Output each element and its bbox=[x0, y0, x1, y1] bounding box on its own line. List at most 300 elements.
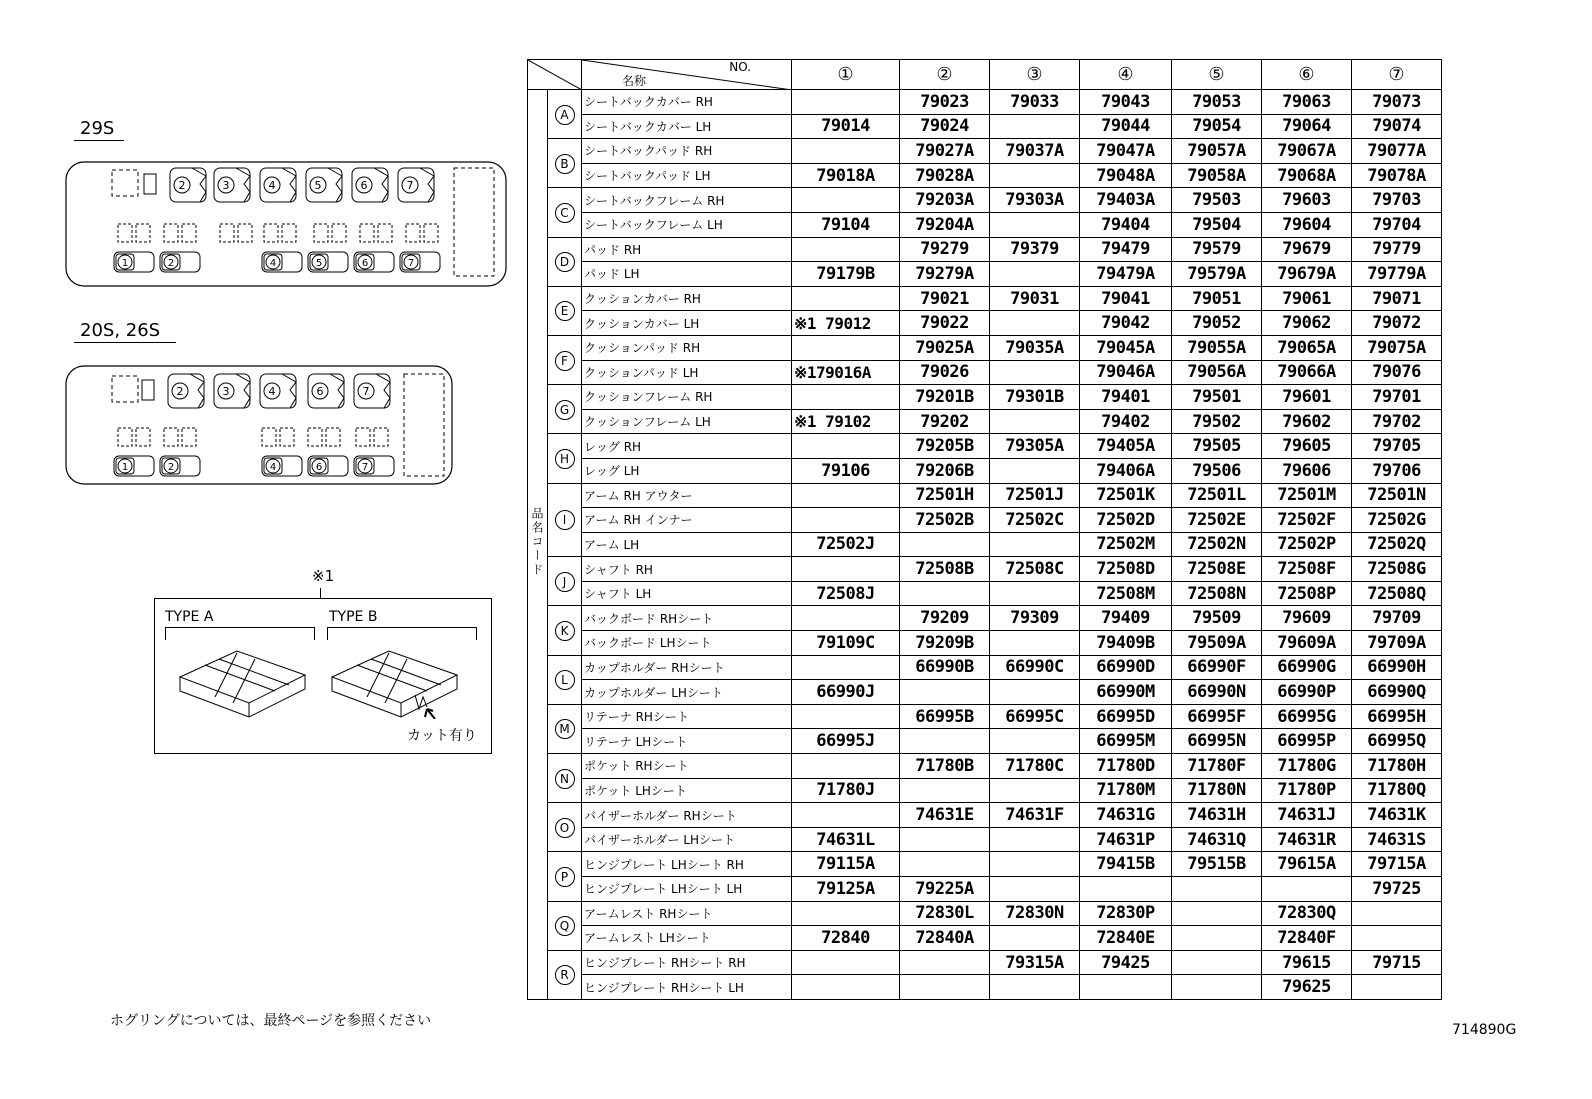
table-row bbox=[528, 385, 1442, 410]
table-row bbox=[528, 114, 1442, 139]
part-code-col-2 bbox=[900, 975, 990, 1000]
part-code-col-5: 72508E bbox=[1172, 557, 1262, 582]
part-code-col-1: 79109C bbox=[792, 631, 900, 656]
part-code-col-3 bbox=[990, 311, 1080, 336]
part-code-col-1 bbox=[792, 139, 900, 164]
part-code-col-1 bbox=[792, 385, 900, 410]
part-code-col-6: 79604 bbox=[1262, 212, 1352, 237]
part-code-col-4: 79044 bbox=[1080, 114, 1172, 139]
part-name: パッド LH bbox=[582, 262, 792, 287]
part-code-col-7: 79078A bbox=[1352, 163, 1442, 188]
part-code-col-1: 66995J bbox=[792, 729, 900, 754]
catalog-number: 714890G bbox=[1452, 1022, 1517, 1038]
seat-number: 2 bbox=[167, 462, 175, 473]
group-mark: O bbox=[555, 818, 575, 838]
part-code-col-6: 72840F bbox=[1262, 926, 1352, 951]
seat-29s-bottom-1 bbox=[114, 252, 154, 272]
part-name: アーム RH アウター bbox=[582, 483, 792, 508]
part-code-col-5: 79053 bbox=[1172, 90, 1262, 115]
part-code-col-3 bbox=[990, 631, 1080, 656]
table-row bbox=[528, 163, 1442, 188]
seat-number: 6 bbox=[360, 179, 368, 192]
part-code-col-6: 72502F bbox=[1262, 508, 1352, 533]
table-row bbox=[528, 852, 1442, 877]
part-code-col-1 bbox=[792, 901, 900, 926]
table-row bbox=[528, 778, 1442, 803]
part-code-col-1: 72840 bbox=[792, 926, 900, 951]
header-name-no bbox=[582, 60, 792, 90]
part-code-col-5: 79509 bbox=[1172, 606, 1262, 631]
group-mark-cell bbox=[548, 335, 582, 384]
part-name: レッグ RH bbox=[582, 434, 792, 459]
seat-number: 1 bbox=[121, 462, 129, 473]
part-code-col-4: 71780D bbox=[1080, 754, 1172, 779]
part-code-col-5: 79504 bbox=[1172, 212, 1262, 237]
part-code-col-4: 79402 bbox=[1080, 409, 1172, 434]
part-name: バイザーホルダー LHシート bbox=[582, 827, 792, 852]
part-code-col-5: 79058A bbox=[1172, 163, 1262, 188]
seat-29s-top-2 bbox=[214, 168, 250, 202]
part-code-col-6: 79067A bbox=[1262, 139, 1352, 164]
layout-20s-underline bbox=[74, 342, 176, 343]
part-code-col-3 bbox=[990, 212, 1080, 237]
group-mark: A bbox=[555, 105, 575, 125]
part-code-col-4: 74631P bbox=[1080, 827, 1172, 852]
part-code-col-5: 79503 bbox=[1172, 188, 1262, 213]
part-code-col-2: 72501H bbox=[900, 483, 990, 508]
type-a-label: TYPE A bbox=[165, 609, 214, 625]
part-code-col-7: 66995H bbox=[1352, 704, 1442, 729]
part-code-col-4: 79401 bbox=[1080, 385, 1172, 410]
part-code-col-2 bbox=[900, 532, 990, 557]
group-mark-cell bbox=[548, 557, 582, 606]
part-code-col-2: 79027A bbox=[900, 139, 990, 164]
group-mark-cell bbox=[548, 237, 582, 286]
part-name: カップホルダー RHシート bbox=[582, 655, 792, 680]
part-code-col-6 bbox=[1262, 877, 1352, 902]
table-row bbox=[528, 434, 1442, 459]
table-row bbox=[528, 655, 1442, 680]
part-code-col-3: 66995C bbox=[990, 704, 1080, 729]
part-name: ポケット LHシート bbox=[582, 778, 792, 803]
col-3: ③ bbox=[990, 60, 1080, 90]
group-mark: J bbox=[555, 572, 575, 592]
seat-29s-top-3 bbox=[260, 168, 296, 202]
part-code-col-4: 66995M bbox=[1080, 729, 1172, 754]
type-box bbox=[154, 598, 492, 754]
part-name: クッションカバー LH bbox=[582, 311, 792, 336]
seat-number: 2 bbox=[176, 385, 184, 398]
part-code-col-7: 79077A bbox=[1352, 139, 1442, 164]
part-code-col-1 bbox=[792, 557, 900, 582]
part-code-col-5: 79054 bbox=[1172, 114, 1262, 139]
type-b-label: TYPE B bbox=[329, 609, 378, 625]
part-code-col-6: 79065A bbox=[1262, 335, 1352, 360]
vertical-label: 品名コード bbox=[530, 507, 544, 578]
group-mark-cell bbox=[548, 852, 582, 901]
part-code-col-2: 79025A bbox=[900, 335, 990, 360]
part-code-col-2: 79225A bbox=[900, 877, 990, 902]
table-row bbox=[528, 508, 1442, 533]
part-code-col-6: 79609A bbox=[1262, 631, 1352, 656]
seat-number: 7 bbox=[406, 179, 414, 192]
seat-29s-top-5 bbox=[352, 168, 388, 202]
parts-code-table bbox=[527, 59, 1442, 1000]
header-corner bbox=[528, 60, 582, 90]
part-code-col-2: 72508B bbox=[900, 557, 990, 582]
part-code-col-7: 79701 bbox=[1352, 385, 1442, 410]
part-code-col-3: 66990C bbox=[990, 655, 1080, 680]
part-code-col-4: 79047A bbox=[1080, 139, 1172, 164]
part-code-col-1: ※179016A bbox=[792, 360, 900, 385]
part-code-col-4: 79479A bbox=[1080, 262, 1172, 287]
part-code-col-7: 79071 bbox=[1352, 286, 1442, 311]
part-code-col-4: 72502D bbox=[1080, 508, 1172, 533]
part-code-col-6: 79625 bbox=[1262, 975, 1352, 1000]
part-code-col-1 bbox=[792, 434, 900, 459]
cushion-type-b-drawing bbox=[327, 639, 467, 719]
part-code-col-2: 79021 bbox=[900, 286, 990, 311]
part-code-col-1: 79106 bbox=[792, 458, 900, 483]
table-row bbox=[528, 950, 1442, 975]
part-code-col-7: 79709 bbox=[1352, 606, 1442, 631]
table-row bbox=[528, 803, 1442, 828]
seat-29s-bottom-6 bbox=[400, 252, 440, 272]
part-code-col-5: 79057A bbox=[1172, 139, 1262, 164]
part-code-col-7: 79702 bbox=[1352, 409, 1442, 434]
part-code-col-6: 72501M bbox=[1262, 483, 1352, 508]
seat-number: 4 bbox=[269, 258, 277, 269]
cushion-type-a-drawing bbox=[175, 639, 315, 719]
part-code-col-3: 72501J bbox=[990, 483, 1080, 508]
part-code-col-4: 79405A bbox=[1080, 434, 1172, 459]
part-code-col-6: 66995G bbox=[1262, 704, 1352, 729]
group-mark-cell bbox=[548, 434, 582, 483]
group-mark-cell bbox=[548, 606, 582, 655]
part-code-col-5: 72508N bbox=[1172, 581, 1262, 606]
part-code-col-1 bbox=[792, 237, 900, 262]
part-code-col-2 bbox=[900, 581, 990, 606]
part-code-col-1: ※1 79012 bbox=[792, 311, 900, 336]
group-mark-cell bbox=[548, 286, 582, 335]
part-code-col-7: 79073 bbox=[1352, 90, 1442, 115]
group-mark-cell bbox=[548, 188, 582, 237]
cut-note: カット有り bbox=[407, 728, 477, 744]
seat-number: 7 bbox=[361, 462, 369, 473]
part-code-col-2: 79279A bbox=[900, 262, 990, 287]
part-code-col-1: ※1 79102 bbox=[792, 409, 900, 434]
seat-29s-bottom-2 bbox=[160, 252, 200, 272]
part-code-col-1 bbox=[792, 483, 900, 508]
part-name: シャフト LH bbox=[582, 581, 792, 606]
part-code-col-7: 79075A bbox=[1352, 335, 1442, 360]
part-code-col-5: 79502 bbox=[1172, 409, 1262, 434]
seat-number: 4 bbox=[268, 179, 276, 192]
part-code-col-3 bbox=[990, 532, 1080, 557]
part-name: クッションパッド LH bbox=[582, 360, 792, 385]
group-mark-cell bbox=[548, 385, 582, 434]
part-code-col-5: 74631H bbox=[1172, 803, 1262, 828]
part-code-col-5: 66990F bbox=[1172, 655, 1262, 680]
table-row bbox=[528, 262, 1442, 287]
part-code-col-6: 79068A bbox=[1262, 163, 1352, 188]
part-code-col-7: 79704 bbox=[1352, 212, 1442, 237]
part-code-col-7: 66990H bbox=[1352, 655, 1442, 680]
part-code-col-2 bbox=[900, 729, 990, 754]
part-code-col-7: 74631S bbox=[1352, 827, 1442, 852]
part-name: シートバックフレーム LH bbox=[582, 212, 792, 237]
part-code-col-4: 79045A bbox=[1080, 335, 1172, 360]
part-code-col-4: 79403A bbox=[1080, 188, 1172, 213]
part-code-col-2: 79209B bbox=[900, 631, 990, 656]
table-row bbox=[528, 335, 1442, 360]
part-code-col-4 bbox=[1080, 975, 1172, 1000]
part-code-col-1 bbox=[792, 508, 900, 533]
table-row bbox=[528, 360, 1442, 385]
part-code-col-7: 72508G bbox=[1352, 557, 1442, 582]
part-code-col-4: 79479 bbox=[1080, 237, 1172, 262]
part-code-col-3: 79303A bbox=[990, 188, 1080, 213]
part-code-col-3 bbox=[990, 262, 1080, 287]
part-code-col-5: 79579 bbox=[1172, 237, 1262, 262]
part-code-col-3 bbox=[990, 827, 1080, 852]
part-name: バックボード RHシート bbox=[582, 606, 792, 631]
seat-number: 7 bbox=[362, 385, 370, 398]
part-code-col-7 bbox=[1352, 901, 1442, 926]
part-code-col-5 bbox=[1172, 877, 1262, 902]
table-row bbox=[528, 926, 1442, 951]
part-code-col-4: 79425 bbox=[1080, 950, 1172, 975]
part-code-col-4: 66990M bbox=[1080, 680, 1172, 705]
part-code-col-7: 79705 bbox=[1352, 434, 1442, 459]
table-row bbox=[528, 409, 1442, 434]
part-code-col-7: 79709A bbox=[1352, 631, 1442, 656]
group-mark: N bbox=[555, 769, 575, 789]
group-mark: G bbox=[555, 400, 575, 420]
part-code-col-3 bbox=[990, 975, 1080, 1000]
part-code-col-2 bbox=[900, 852, 990, 877]
group-mark: F bbox=[555, 351, 575, 371]
group-mark: B bbox=[555, 154, 575, 174]
table-row bbox=[528, 311, 1442, 336]
part-code-col-3: 72830N bbox=[990, 901, 1080, 926]
part-name: パッド RH bbox=[582, 237, 792, 262]
part-code-col-6: 79602 bbox=[1262, 409, 1352, 434]
part-code-col-5: 74631Q bbox=[1172, 827, 1262, 852]
seat-29s-top-1 bbox=[170, 168, 206, 202]
part-code-col-6: 72502P bbox=[1262, 532, 1352, 557]
part-code-col-3: 79031 bbox=[990, 286, 1080, 311]
part-code-col-4: 72501K bbox=[1080, 483, 1172, 508]
part-code-col-4: 72840E bbox=[1080, 926, 1172, 951]
part-code-col-4: 79409 bbox=[1080, 606, 1172, 631]
part-code-col-3: 79301B bbox=[990, 385, 1080, 410]
seat-20s-top-3 bbox=[260, 374, 296, 408]
part-code-col-7: 79703 bbox=[1352, 188, 1442, 213]
footer-note: ホグリングについては、最終ページを参照ください bbox=[110, 1013, 432, 1029]
seat-layout-29s bbox=[64, 160, 510, 290]
part-name: シートバックパッド RH bbox=[582, 139, 792, 164]
part-code-col-3: 74631F bbox=[990, 803, 1080, 828]
table-row bbox=[528, 729, 1442, 754]
part-code-col-4: 66995D bbox=[1080, 704, 1172, 729]
part-code-col-6: 66990P bbox=[1262, 680, 1352, 705]
part-code-col-5: 79056A bbox=[1172, 360, 1262, 385]
group-mark: L bbox=[555, 670, 575, 690]
part-code-col-4: 79042 bbox=[1080, 311, 1172, 336]
table-header-row bbox=[528, 60, 1442, 90]
seat-20s-bottom-1 bbox=[114, 456, 154, 476]
table-row bbox=[528, 704, 1442, 729]
part-code-col-1 bbox=[792, 286, 900, 311]
part-code-col-5: 79052 bbox=[1172, 311, 1262, 336]
part-code-col-2: 79201B bbox=[900, 385, 990, 410]
part-code-col-7: 79072 bbox=[1352, 311, 1442, 336]
part-code-col-6: 72508F bbox=[1262, 557, 1352, 582]
table-row bbox=[528, 532, 1442, 557]
part-name: クッションフレーム LH bbox=[582, 409, 792, 434]
part-code-col-2 bbox=[900, 778, 990, 803]
part-code-col-2: 72830L bbox=[900, 901, 990, 926]
part-code-col-1 bbox=[792, 655, 900, 680]
seat-20s-bottom-2 bbox=[160, 456, 200, 476]
seat-20s-top-1 bbox=[168, 374, 204, 408]
seat-layout-20s bbox=[64, 364, 456, 488]
part-code-col-7: 79715A bbox=[1352, 852, 1442, 877]
group-mark: R bbox=[555, 965, 575, 985]
part-code-col-2: 71780B bbox=[900, 754, 990, 779]
part-code-col-6: 79063 bbox=[1262, 90, 1352, 115]
group-mark-cell bbox=[548, 901, 582, 950]
part-code-col-2: 79024 bbox=[900, 114, 990, 139]
part-code-col-3 bbox=[990, 852, 1080, 877]
part-code-col-1: 79104 bbox=[792, 212, 900, 237]
part-code-col-3 bbox=[990, 163, 1080, 188]
col-1: ① bbox=[792, 60, 900, 90]
part-code-col-4: 79041 bbox=[1080, 286, 1172, 311]
part-code-col-2: 79205B bbox=[900, 434, 990, 459]
table-row bbox=[528, 901, 1442, 926]
table-row bbox=[528, 286, 1442, 311]
part-code-col-7: 79779A bbox=[1352, 262, 1442, 287]
part-code-col-3: 79379 bbox=[990, 237, 1080, 262]
part-code-col-3: 72502C bbox=[990, 508, 1080, 533]
group-mark: D bbox=[555, 252, 575, 272]
part-code-col-4 bbox=[1080, 877, 1172, 902]
table-row bbox=[528, 877, 1442, 902]
part-code-col-6: 79605 bbox=[1262, 434, 1352, 459]
part-code-col-4: 79043 bbox=[1080, 90, 1172, 115]
part-code-col-4: 71780M bbox=[1080, 778, 1172, 803]
part-code-col-4: 66990D bbox=[1080, 655, 1172, 680]
part-code-col-3 bbox=[990, 581, 1080, 606]
part-code-col-5 bbox=[1172, 901, 1262, 926]
group-mark-cell bbox=[548, 655, 582, 704]
seat-number: 3 bbox=[222, 179, 230, 192]
part-code-col-2: 66990B bbox=[900, 655, 990, 680]
col-4: ④ bbox=[1080, 60, 1172, 90]
header-name: 名称 bbox=[622, 74, 647, 88]
part-name: ポケット RHシート bbox=[582, 754, 792, 779]
table-row bbox=[528, 631, 1442, 656]
group-mark-cell bbox=[548, 483, 582, 557]
group-mark: H bbox=[555, 449, 575, 469]
part-code-col-1: 79014 bbox=[792, 114, 900, 139]
table-row bbox=[528, 606, 1442, 631]
part-code-col-5: 72501L bbox=[1172, 483, 1262, 508]
table-row bbox=[528, 557, 1442, 582]
group-mark: P bbox=[555, 867, 575, 887]
part-code-col-2: 72840A bbox=[900, 926, 990, 951]
part-code-col-2: 79028A bbox=[900, 163, 990, 188]
part-code-col-6: 72508P bbox=[1262, 581, 1352, 606]
part-code-col-3 bbox=[990, 360, 1080, 385]
part-code-col-4: 74631G bbox=[1080, 803, 1172, 828]
part-code-col-5 bbox=[1172, 926, 1262, 951]
table-row bbox=[528, 754, 1442, 779]
part-code-col-3: 79035A bbox=[990, 335, 1080, 360]
part-code-col-7: 71780Q bbox=[1352, 778, 1442, 803]
part-code-col-5: 66995N bbox=[1172, 729, 1262, 754]
part-code-col-4: 72508D bbox=[1080, 557, 1172, 582]
group-mark: M bbox=[555, 719, 575, 739]
part-code-col-6: 79615 bbox=[1262, 950, 1352, 975]
part-code-col-1: 79115A bbox=[792, 852, 900, 877]
part-name: シートバックカバー LH bbox=[582, 114, 792, 139]
part-code-col-7 bbox=[1352, 975, 1442, 1000]
part-code-col-5: 79515B bbox=[1172, 852, 1262, 877]
part-code-col-2: 79026 bbox=[900, 360, 990, 385]
part-code-col-1: 74631L bbox=[792, 827, 900, 852]
part-code-col-4: 72508M bbox=[1080, 581, 1172, 606]
seat-29s-bottom-4 bbox=[308, 252, 348, 272]
seat-20s-bottom-5 bbox=[354, 456, 394, 476]
table-row bbox=[528, 581, 1442, 606]
part-code-col-3: 79315A bbox=[990, 950, 1080, 975]
part-name: バックボード LHシート bbox=[582, 631, 792, 656]
part-code-col-7: 79715 bbox=[1352, 950, 1442, 975]
part-name: ヒンジプレート LHシート RH bbox=[582, 852, 792, 877]
part-code-col-7: 66995Q bbox=[1352, 729, 1442, 754]
part-code-col-5: 79055A bbox=[1172, 335, 1262, 360]
seat-number: 2 bbox=[178, 179, 186, 192]
seat-number: 4 bbox=[269, 462, 277, 473]
part-code-col-3 bbox=[990, 926, 1080, 951]
part-code-col-3: 79309 bbox=[990, 606, 1080, 631]
part-code-col-3 bbox=[990, 729, 1080, 754]
part-code-col-5: 66990N bbox=[1172, 680, 1262, 705]
part-name: バイザーホルダー RHシート bbox=[582, 803, 792, 828]
part-name: クッションカバー RH bbox=[582, 286, 792, 311]
part-code-col-6: 66990G bbox=[1262, 655, 1352, 680]
part-code-col-2 bbox=[900, 827, 990, 852]
part-code-col-6: 79679 bbox=[1262, 237, 1352, 262]
table-row bbox=[528, 975, 1442, 1000]
part-code-col-2: 79022 bbox=[900, 311, 990, 336]
part-code-col-2: 79202 bbox=[900, 409, 990, 434]
part-code-col-4: 79404 bbox=[1080, 212, 1172, 237]
seat-number: 6 bbox=[316, 385, 324, 398]
vertical-label-cell bbox=[528, 90, 548, 1000]
group-mark-cell bbox=[548, 90, 582, 139]
part-code-col-2: 79204A bbox=[900, 212, 990, 237]
part-name: リテーナ LHシート bbox=[582, 729, 792, 754]
part-code-col-1 bbox=[792, 90, 900, 115]
part-code-col-3: 79033 bbox=[990, 90, 1080, 115]
seat-29s-bottom-3 bbox=[262, 252, 302, 272]
header-name-diagonal bbox=[582, 60, 792, 90]
part-code-col-2 bbox=[900, 680, 990, 705]
